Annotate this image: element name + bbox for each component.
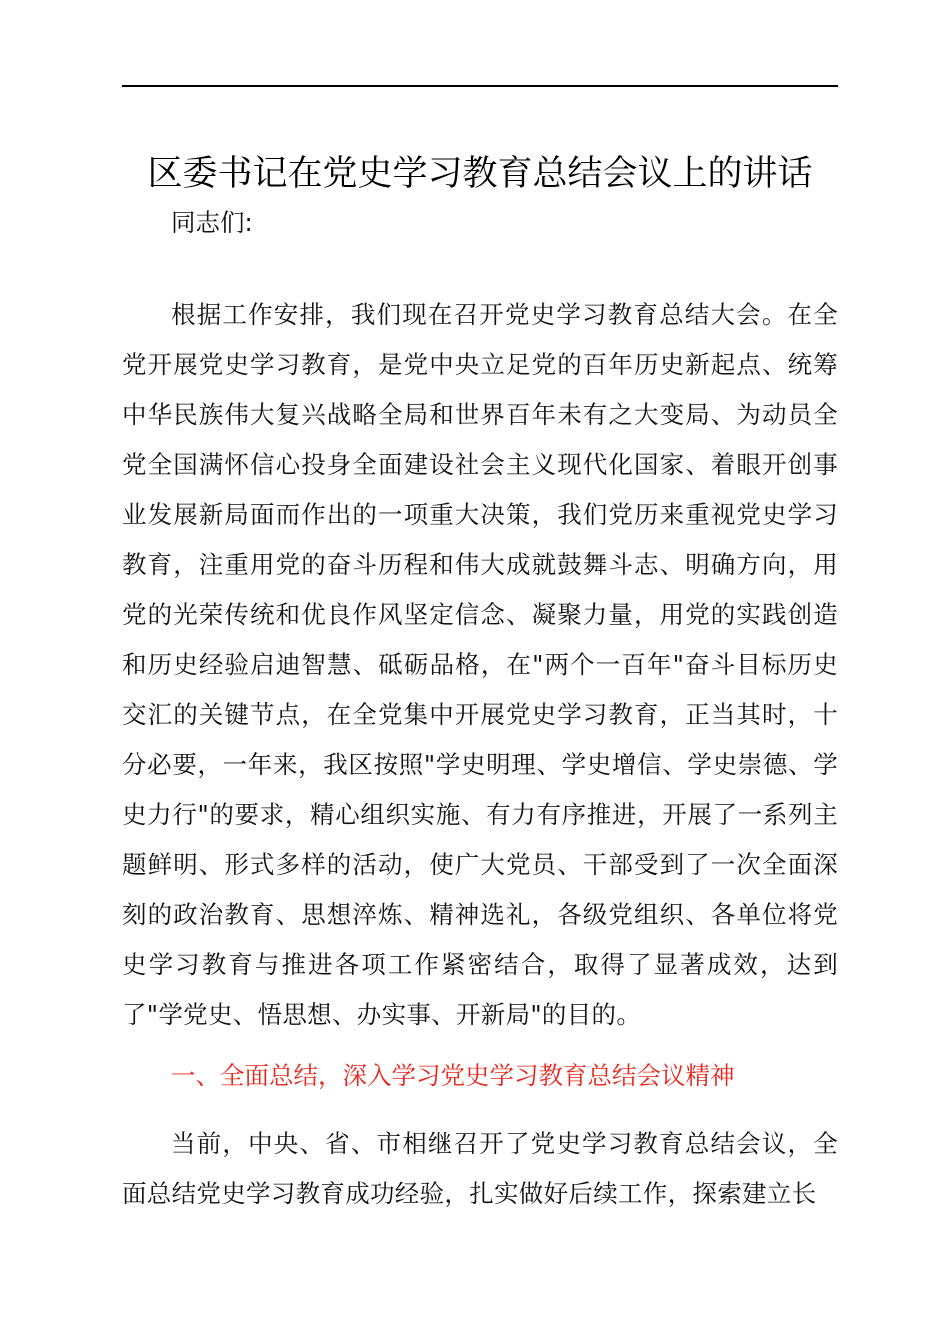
salutation: 同志们: xyxy=(171,208,253,237)
document-title: 区委书记在党史学习教育总结会议上的讲话 xyxy=(147,154,813,194)
paragraph-2: 当前，中央、省、市相继召开了党史学习教育总结会议，全面总结党史学习教育成功经验，扎实做好后续工作，探索建立长 xyxy=(122,1129,838,1208)
section-heading-1: 一、全面总结，深入学习党史学习教育总结会议精神 xyxy=(171,1061,735,1090)
paragraph-1: 根据工作安排，我们现在召开党史学习教育总结大会。在全党开展党史学习教育，是党中央立足党的百年历史新起点、统筹中华民族伟大复兴战略全局和世界百年未有之大变局、为动员全党全国满怀信心投身全面建设社会主义现代化国家、着眼开创事业发展新局面而作出的一项重大决策，我们党历来重视党史学习教育，注重用党的奋斗历程和伟大成就鼓舞斗志、明确方向，用党的光荣传统和优良作风坚定信念、凝聚力量，用党的实践创造和历史经验启迪智慧、砥砺品格，在"两个一百年"奋斗目标历史交汇的关键节点，在全党集中开展党史学习教育，正当其时，十分必要，一年来，我区按照"学史明理、学史增信、学史崇德、学史力行"的要求，精心组织实施、有力有序推进，开展了一系列主题鲜明、形式多样的活动，使广大党员、干部受到了一次全面深刻的政治教育、思想淬炼、精神选礼，各级党组织、各单位将党史学习教育与推进各项工作紧密结合，取得了显著成效，达到了"学党史、悟思想、办实事、开新局"的目的。 xyxy=(122,300,838,1029)
header-rule xyxy=(122,85,838,87)
